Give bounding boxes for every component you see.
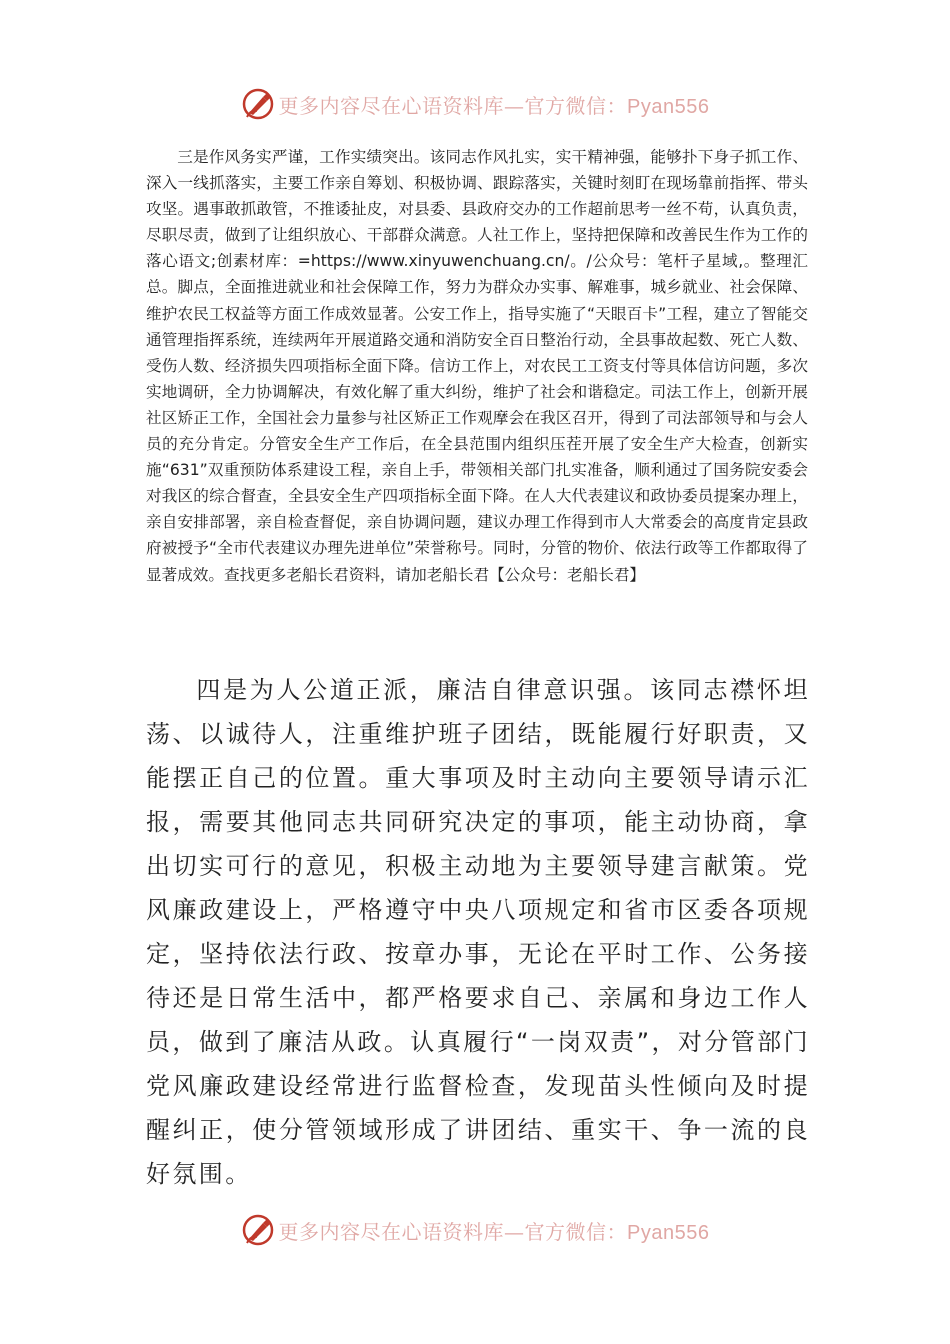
paragraph-four: 四是为人公道正派，廉洁自律意识强。该同志襟怀坦荡、以诚待人，注重维护班子团结，既能履行好职责，又能摆正自己的位置。重大事项及时主动向主要领导请示汇报，需要其他同志共同研究决定的事项，能主动协商，拿出切实可行的意见，积极主动地为主要领导建言献策。党风廉政建设上，严格遵守中央八项规定和省市区委各项规定，坚持依法行政、按章办事，无论在平时工作、公务接待还是日常生活中，都严格要求自己、亲属和身边工作人员，做到了廉洁从政。认真履行“一岗双责”，对分管部门党风廉政建设经常进行监督检查，发现苗头性倾向及时提醒纠正，使分管领域形成了讲团结、重实干、争一流的良好氛围。 [146, 676, 810, 1188]
header-banner [0, 84, 950, 124]
footer-banner [0, 1210, 950, 1250]
footer-banner-handle: Pyan556 [627, 1221, 710, 1244]
paragraph-three: 三是作风务实严谨，工作实绩突出。该同志作风扎实，实干精神强，能够扑下身子抓工作、深入一线抓落实，主要工作亲自筹划、积极协调、跟踪落实，关键时刻盯在现场靠前指挥、带头攻坚。遇事敢抓敢管，不推诿扯皮，对县委、县政府交办的工作超前思考一丝不苟，认真负责，尽职尽责，做到了让组织放心、干部群众满意。人社工作上，坚持把保障和改善民生作为工作的落心语文;创素材库：=https://www.xinyuwenchuang.cn/。/公众号：笔杆子星域,。整理汇总。脚点，全面推进就业和社会保障工作，努力为群众办实事、解难事，城乡就业、社会保障、维护农民工权益等方面工作成效显著。公安工作上，指导实施了“天眼百卡”工程，建立了智能交通管理指挥系统，连续两年开展道路交通和消防安全百日整治行动，全县事故起数、死亡人数、受伤人数、经济损失四项指标全面下降。信访工作上，对农民工工资支付等具体信访问题，多次实地调研，全力协调解决，有效化解了重大纠纷，维护了社会和谐稳定。司法工作上，创新开展社区矫正工作，全国社会力量参与社区矫正工作观摩会在我区召开，得到了司法部领导和与会人员的充分肯定。分管安全生产工作后，在全县范围内组织压茬开展了安全生产大检查，创新实施“631”双重预防体系建设工程，亲自上手，带领相关部门扎实准备，顺利通过了国务院安委会对我区的综合督查，全县安全生产四项指标全面下降。在人大代表建议和政协委员提案办理上，亲自安排部署，亲自检查督促，亲自协调问题，建议办理工作得到市人大常委会的高度肯定县政府被授予“全市代表建议办理先进单位”荣誉称号。同时，分管的物价、依法行政等工作都取得了显著成效。查找更多老船长君资料，请加老船长君【公众号：老船长君】 [146, 148, 808, 584]
pen-nib-icon [241, 87, 275, 121]
pen-nib-icon [241, 1213, 275, 1247]
header-banner-handle: Pyan556 [627, 95, 710, 118]
footer-banner-text: 更多内容尽在心语资料库—官方微信：Pyan556 [278, 1219, 710, 1244]
header-banner-text: 更多内容尽在心语资料库—官方微信：Pyan556 [278, 93, 710, 118]
